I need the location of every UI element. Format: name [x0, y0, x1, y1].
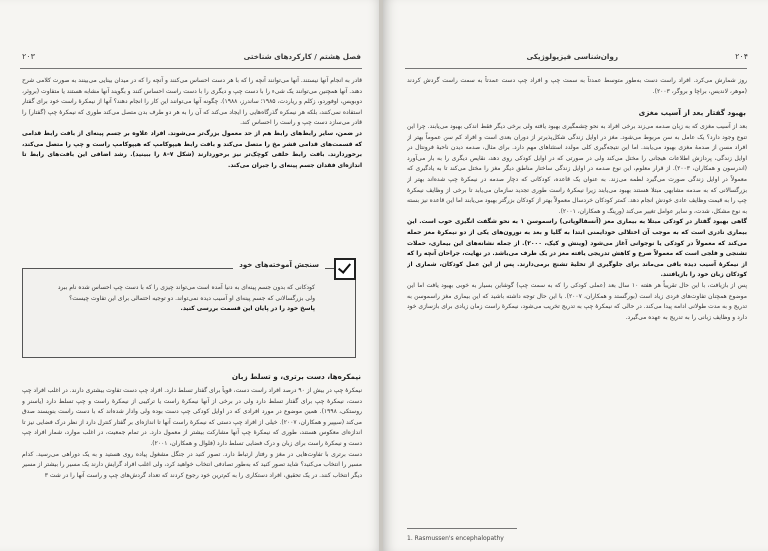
paragraph: قادر به انجام آنها نیستند. آنها می‌توانند آنچه را که با هر دست احساس می‌کنند و آنچه را که در میدان بینایی می‌بینند به صورت کلامی شرح دهند. آنها همچنین می‌توانند یک شیء را با دست چپ و دیگری را با دست راست احساس کنند و بگویند آنها مشابه هستند یا متفاوت (بروئر، دوبویس، اوفوردو، زکلم و ریاردت، ۱۹۸۵؛ ساندرز، ۱۹۸۸). چگونه آنها می‌توانند این کار را انجام دهند؟ آنها از نیمکرهٔ راست خود برای گفتار استفاده نمی‌کنند، بلکه هر نیمکره گذرگاه‌هایی را ایجاد می‌کند که آن را به هر دو طرف بدن متصل می‌کند طوری که نیمکرهٔ چپ (گفتار) را قادر می‌سازد دست چپ و راست را احساس کند. [22, 77, 362, 127]
body-text [407, 76, 747, 100]
header-rule [20, 68, 362, 69]
paragraph: در ضمن، سایر رابط‌های رابط هم از حد معمول بزرگ‌تر می‌شوند. افراد علاوه بر جسم پینه‌ای از بافت رابط قدامی که قسمت‌های قدامی قشر مخ را متصل می‌کند و بافت رابط هیپوکامپ که هیپوکامپ راست و چپ را متصل می‌کند، برخوردارند. بافت رابط خلفی کوچک‌تر نیز برخوردارند (شکل ۷–۸ را ببینید). رشد اضافی این بافت‌های رابط تا اندازه‌ای فقدان جسم پینه‌ای را جبران می‌کند. [22, 129, 362, 169]
running-head: روان‌شناسی فیزیولوژیکی [526, 52, 618, 61]
left-page [0, 0, 383, 551]
review-box [22, 261, 356, 358]
section-title: نیمکره‌ها، دست برتری، و تسلط زبان [231, 372, 361, 381]
box-text [33, 283, 315, 353]
footnote-rule [407, 528, 517, 529]
paragraph: بعد از آسیب مغزی که به زبان صدمه می‌زند برخی افراد به نحو چشمگیری بهبود یافته ولی برخی دیگر فقط اندکی بهبود می‌یابند. چرا این تنوع وجود دارد؟ یک عامل به سن مربوط می‌شود. مغز در اوایل زندگی شکل‌پذیرتر از دوران بعدی است و افراد کم سن عموماً بهتر از افراد مسن از صدمهٔ مغزی بهبود می‌یابند. اما این نتیجه‌گیری کلی مولدد استثناهای مهم دارد. برای مثال، صدمه دیدن ناحیهٔ فرونتال در اوایل زندگی، پردازش اطلاعات هیجانی را مختل می‌کند ولی در صورتی که در اوایل کودکی روی دهد، نقایص دیگری را به بار می‌آورد (اندرسون و همکاران، ۲۰۰۳). از قرار معلوم، این نوع صدمه در اوایل زندگی ساختار مناطق دیگر مغز را مختل می‌کند تا به یادگیری که معمولاً در اوایل زندگی صورت می‌گیرد لطمه می‌زند. به عنوان یک قاعده، کودکانی که دچار صدمه در نیمکرهٔ چپ شده‌اند بهتر از بزرگسالانی که به صدمه مشابهی مبتلا هستند بهبود می‌یابند زیرا نیمکرهٔ راست طوری تجدید سازمان می‌یابد تا برخی از وظایف نیمکرهٔ چپ را به قیمت وظایف عادی خودش انجام دهد. کمتر کودکان خردسال معمولاً بهتر از کودکان بزرگتر بهبود می‌یابند اما این قاعده نیز بسته به نوع مشکل، شدت، و سایر عوامل تغییر می‌کند (ورینگ و همکاران، ۲۰۰۱). [407, 123, 747, 215]
body-text [407, 122, 747, 512]
footnote: 1. Rasmussen's encephalopathy [407, 535, 504, 542]
section-title: بهبود گفتار بعد از آسیب مغزی [638, 108, 746, 117]
right-page [383, 0, 768, 551]
box-line: ولی بزرگسالانی که جسم پینه‌ای او آسیب دیده نمی‌تواند. دو توجیه احتمالی برای این تفاوت چیست؟ [69, 294, 315, 302]
paragraph: گاهی بهبود گفتار در کودکی مبتلا به بیماری مغز (آنسفالوپاتی) راسموسن ۱ به نحو شگفت انگیزی خوب است. این بیماری نادری است که به موجب آن اختلالی خودایمنی ابتدا به گلیا و بعد به نورون‌های یکی از دو نیمکرهٔ مغز حمله می‌کند که معمولاً در کودکی یا نوجوانی آغاز می‌شود (وینش و کیک، ۲۰۰۰). از جمله نشانه‌های این بیماری، حملات تشنجی و فلجی است که معمولاً صرع و کاهش تدریجی یافته مغز در یک طرف می‌باشد. در نهایت، جراحان آنچه را که از نیمکرهٔ آسیب دیده باقی می‌ماند برای جلوگیری از تخلیهٔ تشنج برمی‌دارند. پس از این عمل کودکان، شماری از کودکان زبان خود را بازیافتند. [407, 218, 747, 279]
body-text [22, 386, 362, 551]
box-line: پاسخ خود را در پایان این قسمت بررسی کنید. [180, 305, 315, 313]
checkmark-icon [334, 258, 356, 280]
header-rule [405, 68, 747, 69]
paragraph: دست برتری با تفاوت‌هایی در مغز و رفتار ارتباط دارد. تصور کنید در جنگل مشغول پیاده روی هستید و به یک دوراهی می‌رسید. کدام مسیر را انتخاب می‌کنید؟ شاید تصور کنید که به‌طور تصادفی انتخاب خواهید کرد، ولی اغلب افراد گرایش دارند یک مسیر را بیشتر از مسیر دیگر انتخاب کنند. در یک تحقیق، افراد دستکاری را به کم‌ترین خود رجوع کردند که تعداد گردش‌های چپ و راست آنها را در شت ۳ [22, 450, 362, 479]
paragraph: پس از بازیافت، با این حال تقریباً هر هفته ۱۰ سال بعد (عملی کودکی را که به سمت چپ) گوشاین بسیار به خوبی بهبود یافت اما این موضوع همچنان تفاوت‌های فردی زیاد است (بورگستد و همکاران، ۲۰۰۷). با این حال توجه داشته باشید که این بیماری مغز راسموسن به تدریج و به مدت طولانی ادامه پیدا می‌کند. در حالی که نیمکرهٔ چپ به تدریج تخریب می‌شود، نیمکرهٔ راست زمان زیادی برای بازسازی خود دارد و وظایف زبانی را به تدریج به عهده می‌گیرد. [407, 281, 747, 321]
running-head: فصل هشتم / کارکردهای شناختی [243, 52, 361, 61]
paragraph: نیمکرهٔ چپ در بیش از ۹۰ درصد افراد راست دست، قویاً برای گفتار تسلط دارد. افراد چپ دست تفاوت بیشتری دارند. در اغلب افراد چپ دست، نیمکرهٔ چپ برای گفتار تسلط دارد ولی در برخی از آنها نیمکرهٔ راست یا ترکیبی از نیمکرهٔ راست و چپ تسلط دارد (یاسنر و روستکی، ۱۹۹۸). همین موضوع در مورد افرادی که در اوایل کودکی چپ دست بوده ولی وادار شده‌اند که با دست راست بنویسند صدق می‌کند (سیپیر و همکاران، ۲۰۰۷). خیلی از افراد چپ دستی که نیمکرهٔ راست آنها تا اندازه‌ای بر گفتار کنترل دارد از نظر درک فضایی نیز تا اندازه‌ای معکوس هستند، طوری که نیمکرهٔ چپ آنها مشارکت بیشتر از معمول دارد. در تمام جمعیت، در اغلب موارد، شمار افراد چپ دست و نیمکرهٔ راست برای زبان و درک فضایی تسلط دارد (فلوال و همکاران، ۲۰۰۱). [22, 387, 362, 447]
box-title: سنجش آموخته‌های خود [233, 261, 325, 269]
body-text [22, 76, 362, 254]
page-number: ۲۰۴ [735, 52, 748, 61]
box-line: کودکانی که بدون جسم پینه‌ای به دنیا آمده است می‌تواند چیزی را که با دست چپ احساس شده نام ببرد [57, 284, 315, 291]
page-number: ۲۰۳ [22, 52, 35, 61]
paragraph: روز شمارش می‌کرد. افراد راست دست به‌طور متوسط عمدتاً به سمت چپ و افراد چپ دست عمدتاً به سمت راست گردش کردند (موهر، لاندیس، براچا و بروگر، ۲۰۰۳). [407, 77, 747, 95]
